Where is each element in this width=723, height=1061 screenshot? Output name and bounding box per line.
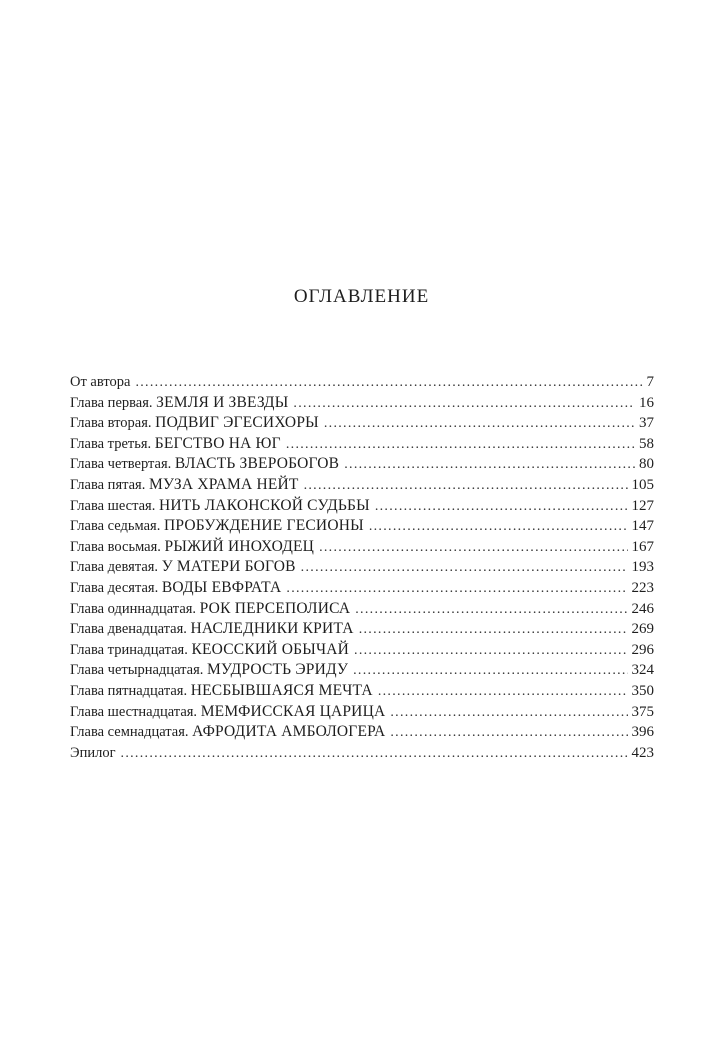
toc-entry-label <box>70 393 288 414</box>
toc-dot-leader <box>390 703 627 724</box>
toc-entry-title: АФРОДИТА АМБОЛОГЕРА <box>192 723 386 741</box>
toc-entry[interactable] <box>70 537 654 558</box>
toc-page-number: 396 <box>631 724 654 741</box>
toc-entry-label <box>70 413 319 434</box>
toc-page-number: 7 <box>646 374 654 390</box>
toc-entry-label <box>70 454 339 475</box>
toc-page-number: 324 <box>631 662 654 679</box>
toc-entry-title: РЫЖИЙ ИНОХОДЕЦ <box>164 537 315 555</box>
toc-entry-prefix: Глава одиннадцатая. <box>70 600 200 617</box>
toc-entry-prefix: Глава двенадцатая. <box>70 621 191 638</box>
toc-entry-prefix: От автора <box>70 374 131 390</box>
toc-page-number: 127 <box>631 497 654 514</box>
toc-dot-leader <box>301 558 628 579</box>
toc-entry[interactable] <box>70 393 654 414</box>
toc-entry-prefix: Глава пятнадцатая. <box>70 682 191 699</box>
toc-entry-label <box>70 743 116 764</box>
toc-page-number: 223 <box>631 579 654 596</box>
toc-dot-leader <box>344 455 635 476</box>
toc-entry[interactable] <box>70 413 654 434</box>
toc-dot-leader <box>121 744 628 765</box>
toc-dot-leader <box>286 579 627 600</box>
toc-entry-prefix: Глава девятая. <box>70 559 162 576</box>
toc-entry-title: ВОДЫ ЕВФРАТА <box>161 578 282 596</box>
toc-dot-leader <box>390 723 627 744</box>
toc-entry[interactable] <box>70 660 654 681</box>
toc-entry[interactable] <box>70 454 654 475</box>
toc-entry[interactable] <box>70 475 654 496</box>
toc-entry-title: ЗЕМЛЯ И ЗВЕЗДЫ <box>156 393 289 411</box>
toc-entry-label <box>70 372 130 393</box>
toc-page-number: 16 <box>639 394 654 411</box>
toc-entry-title: НЕСБЫВШАЯСЯ МЕЧТА <box>190 681 373 699</box>
toc-entry-label <box>70 578 281 599</box>
toc-entry-label <box>70 599 350 620</box>
table-of-contents <box>70 372 654 763</box>
toc-entry-prefix: Глава вторая. <box>70 415 156 432</box>
toc-entry[interactable] <box>70 557 654 578</box>
toc-entry-title: РОК ПЕРСЕПОЛИСА <box>199 599 351 617</box>
toc-page-number: 193 <box>631 559 654 576</box>
toc-dot-leader <box>369 517 628 538</box>
toc-entry-title: МУЗА ХРАМА НЕЙТ <box>148 475 299 493</box>
toc-entry-title: ВЛАСТЬ ЗВЕРОБОГОВ <box>174 455 340 473</box>
toc-entry-prefix: Глава четвертая. <box>70 456 175 473</box>
toc-entry-prefix: Глава пятая. <box>70 476 149 493</box>
toc-entry-label <box>70 537 314 558</box>
toc-dot-leader <box>355 600 627 621</box>
toc-entry[interactable] <box>70 599 654 620</box>
toc-entry-title: ПОДВИГ ЭГЕСИХОРЫ <box>155 414 319 432</box>
toc-page-number: 80 <box>639 456 654 473</box>
toc-entry-label <box>70 434 281 455</box>
toc-page-number: 350 <box>631 682 654 699</box>
toc-page-number: 147 <box>631 518 654 535</box>
toc-page-number: 296 <box>631 641 654 658</box>
toc-entry-label <box>70 640 349 661</box>
toc-entry[interactable] <box>70 578 654 599</box>
toc-entry-label <box>70 619 354 640</box>
toc-entry-prefix: Глава семнадцатая. <box>70 724 193 741</box>
toc-entry-label <box>70 681 373 702</box>
toc-entry-prefix: Глава седьмая. <box>70 518 164 535</box>
toc-entry-prefix: Глава шестнадцатая. <box>70 703 201 720</box>
toc-entry[interactable] <box>70 681 654 702</box>
toc-entry-label <box>70 496 370 517</box>
toc-entry-prefix: Глава четырнадцатая. <box>70 662 207 679</box>
toc-dot-leader <box>375 497 628 518</box>
toc-entry[interactable] <box>70 743 654 764</box>
toc-dot-leader <box>324 414 635 435</box>
toc-entry-prefix: Глава восьмая. <box>70 538 165 555</box>
toc-entry-title: БЕГСТВО НА ЮГ <box>154 434 281 452</box>
toc-dot-leader <box>293 394 635 415</box>
toc-page-number: 269 <box>631 621 654 638</box>
toc-entry-label <box>70 516 364 537</box>
toc-entry-label <box>70 475 299 496</box>
toc-entry-title: НАСЛЕДНИКИ КРИТА <box>190 620 354 638</box>
toc-entry-prefix: Глава шестая. <box>70 497 159 514</box>
toc-page-number: 423 <box>631 744 654 761</box>
toc-entry[interactable] <box>70 496 654 517</box>
toc-dot-leader <box>304 476 628 497</box>
toc-entry[interactable] <box>70 702 654 723</box>
toc-dot-leader <box>135 373 642 394</box>
toc-entry-prefix: Глава третья. <box>70 435 155 452</box>
toc-entry-title: КЕОССКИЙ ОБЫЧАЙ <box>191 640 350 658</box>
toc-entry-title: МЕМФИССКАЯ ЦАРИЦА <box>200 702 386 720</box>
page-title: ОГЛАВЛЕНИЕ <box>293 286 430 307</box>
toc-entry-title: У МАТЕРИ БОГОВ <box>161 558 296 576</box>
toc-entry-prefix: Глава тринадцатая. <box>70 641 192 658</box>
toc-page-number: 105 <box>631 476 654 493</box>
toc-entry-label <box>70 702 385 723</box>
toc-page-number: 246 <box>631 600 654 617</box>
toc-dot-leader <box>286 435 635 456</box>
toc-entry[interactable] <box>70 722 654 743</box>
toc-entry-title: ПРОБУЖДЕНИЕ ГЕСИОНЫ <box>163 517 364 535</box>
toc-page-number: 58 <box>639 435 654 452</box>
toc-entry[interactable] <box>70 516 654 537</box>
toc-entry[interactable] <box>70 619 654 640</box>
toc-dot-leader <box>353 661 627 682</box>
toc-entry-prefix: Эпилог <box>70 744 116 761</box>
toc-page-number: 167 <box>631 538 654 555</box>
toc-entry-prefix: Глава первая. <box>70 394 157 411</box>
toc-entry[interactable] <box>70 434 654 455</box>
toc-dot-leader <box>319 538 627 559</box>
toc-entry-title: МУДРОСТЬ ЭРИДУ <box>207 661 349 679</box>
toc-dot-leader <box>378 682 628 703</box>
toc-page-number: 375 <box>631 703 654 720</box>
toc-entry[interactable] <box>70 640 654 661</box>
toc-page-number: 37 <box>639 415 654 432</box>
toc-entry[interactable] <box>70 372 654 393</box>
toc-entry-title: НИТЬ ЛАКОНСКОЙ СУДЬБЫ <box>158 496 370 514</box>
toc-dot-leader <box>354 641 627 662</box>
toc-entry-prefix: Глава десятая. <box>70 579 162 596</box>
toc-entry-label <box>70 557 296 578</box>
toc-entry-label <box>70 660 348 681</box>
toc-entry-label <box>70 722 385 743</box>
toc-dot-leader <box>359 620 628 641</box>
